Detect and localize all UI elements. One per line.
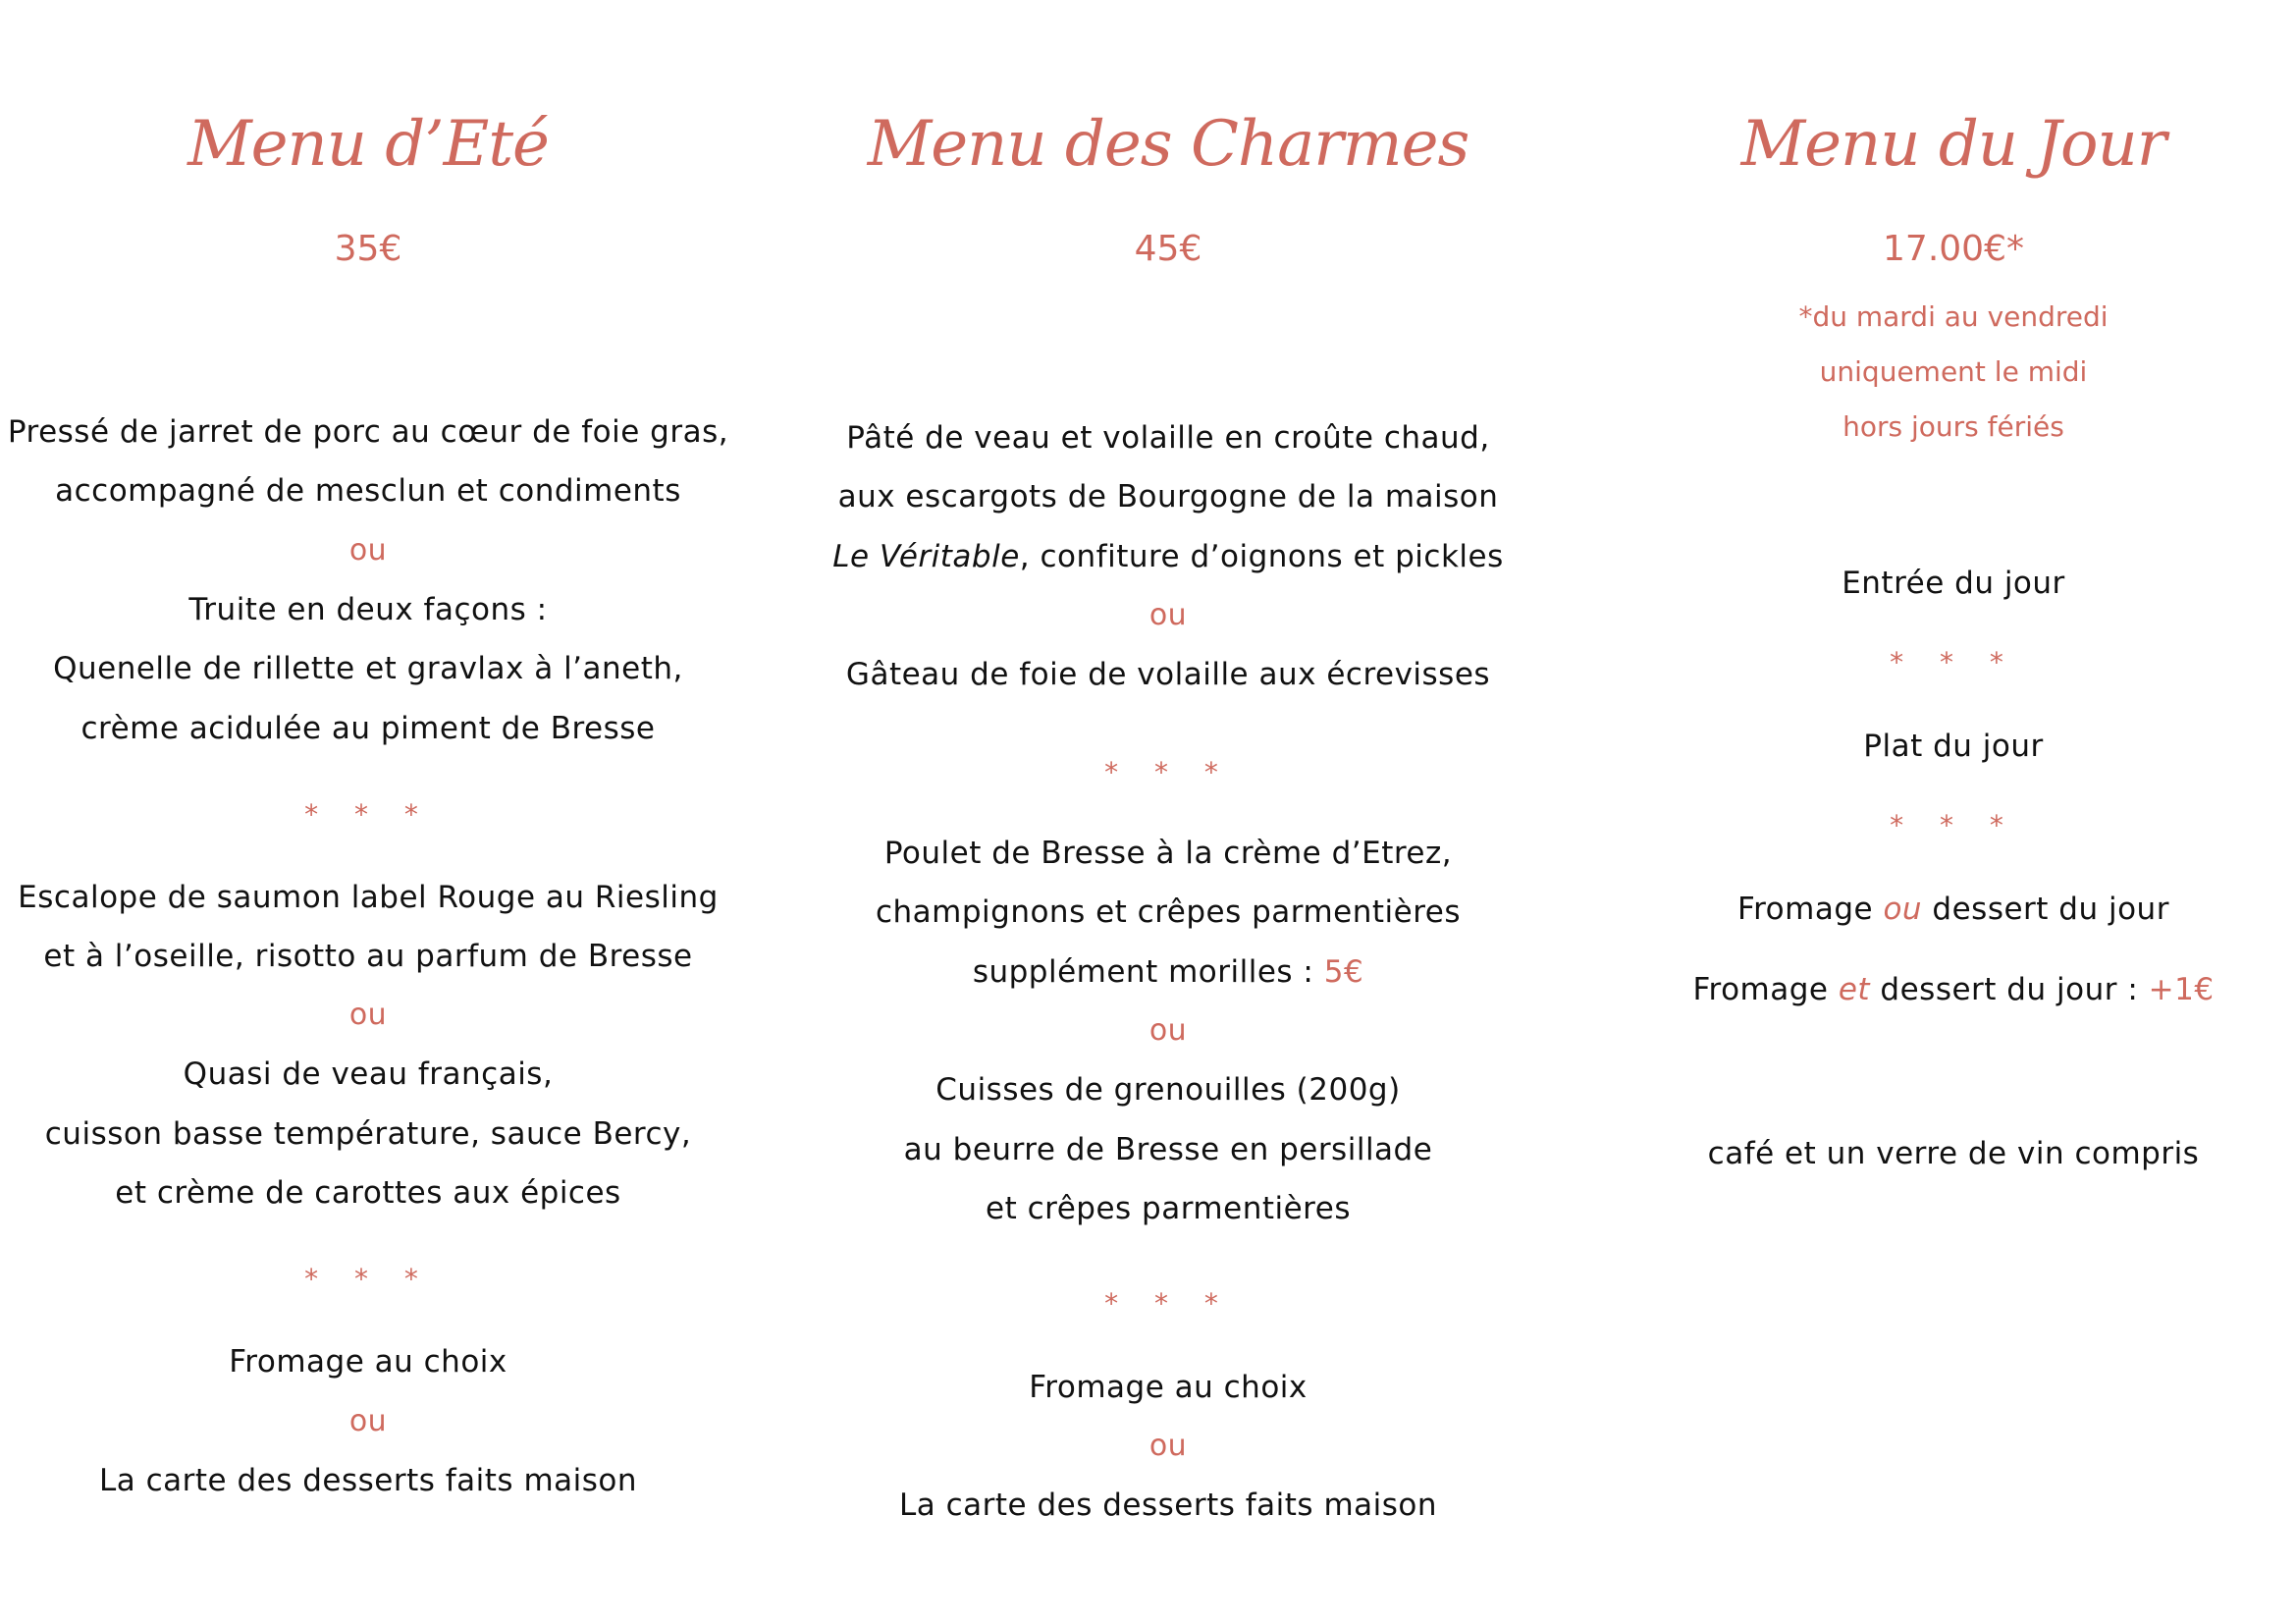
- menu-ete-dessert-2: La carte des desserts faits maison: [98, 1463, 638, 1498]
- menu-charmes-entree-1-line1: Pâté de veau et volaille en croûte chaud,: [846, 420, 1490, 456]
- menu-ete-dessert-1: Fromage au choix: [229, 1344, 507, 1380]
- menu-ete-title: Menu d’Eté: [187, 108, 549, 181]
- menu-charmes-or-2: ou: [1148, 1013, 1188, 1048]
- menu-jour-price: 17.00€*: [1883, 229, 2024, 269]
- menu-ete-plat-1-line1: Escalope de saumon label Rouge au Riesling: [18, 880, 719, 915]
- dessert-b-suffix: dessert du jour :: [1870, 972, 2149, 1007]
- menu-charmes-plat-1-line1: Poulet de Bresse à la crème d’Etrez,: [883, 836, 1453, 871]
- menu-charmes-plat-1-line3: [800, 952, 1536, 992]
- menu-charmes-separator-2: * * *: [1104, 1287, 1232, 1320]
- menu-charmes-dessert-2: La carte des desserts faits maison: [898, 1488, 1438, 1523]
- menu-jour-separator-2: * * *: [1890, 809, 2017, 841]
- menu-jour-note-line2: uniquement le midi: [1819, 355, 2088, 388]
- menu-jour-plat: Plat du jour: [1863, 729, 2044, 764]
- menu-jour-dessert-option-a: [1571, 890, 2296, 929]
- menu-ete-plat-1-line2: et à l’oseille, risotto au parfum de Bresse: [43, 939, 693, 974]
- morilles-supplement-price: 5€: [1323, 954, 1364, 990]
- dessert-a-ou: ou: [1883, 892, 1923, 927]
- menu-ete-or-1: ou: [348, 533, 388, 568]
- menu-jour-note-line1: *du mardi au vendredi: [1798, 300, 2109, 333]
- menu-jour-note-line3: hors jours fériés: [1842, 410, 2064, 443]
- le-veritable-italic: Le Véritable: [832, 539, 1020, 574]
- menu-jour-entree: Entrée du jour: [1842, 566, 2065, 601]
- menu-charmes-price: 45€: [1134, 229, 1202, 269]
- menu-charmes-separator-1: * * *: [1104, 756, 1232, 788]
- dessert-a-prefix: Fromage: [1737, 892, 1884, 927]
- dessert-b-et: et: [1838, 972, 1871, 1007]
- menu-charmes-entree-1-line3-rest: , confiture d’oignons et pickles: [1019, 539, 1504, 574]
- menu-ete-plat-2-line3: et crème de carottes aux épices: [115, 1175, 621, 1211]
- menu-charmes-plat-1-line3-text: supplément morilles :: [972, 954, 1324, 990]
- menu-ete-entree-2-line2: Quenelle de rillette et gravlax à l’aneth,: [53, 651, 683, 686]
- menu-ete-entree-1-line2: accompagné de mesclun et condiments: [55, 473, 681, 509]
- menu-ete-plat-2-line2: cuisson basse température, sauce Bercy,: [44, 1116, 692, 1152]
- menu-ete-entree-2-line3: crème acidulée au piment de Bresse: [80, 711, 656, 746]
- dessert-a-suffix: dessert du jour: [1922, 892, 2169, 927]
- menu-ete-plat-2-line1: Quasi de veau français,: [183, 1056, 554, 1092]
- dessert-b-supplement: +1€: [2148, 972, 2215, 1007]
- menu-ete-price: 35€: [334, 229, 402, 269]
- menu-charmes-or-3: ou: [1148, 1429, 1188, 1463]
- menu-charmes-plat-2-line3: et crêpes parmentières: [986, 1191, 1351, 1226]
- menu-jour-included: café et un verre de vin compris: [1707, 1136, 2200, 1171]
- menu-jour-title: Menu du Jour: [1740, 108, 2166, 181]
- menu-jour-separator-1: * * *: [1890, 646, 2017, 678]
- menu-ete-or-3: ou: [348, 1404, 388, 1438]
- menu-ete-entree-2-line1: Truite en deux façons :: [188, 592, 548, 627]
- menu-charmes-dessert-1: Fromage au choix: [1029, 1370, 1308, 1405]
- menu-jour-dessert-option-b: [1571, 970, 2296, 1009]
- menu-ete-entree-1-line1: Pressé de jarret de porc au cœur de foie gras,: [7, 414, 729, 450]
- menu-charmes-or-1: ou: [1148, 598, 1188, 632]
- menu-charmes-entree-1-line3: [800, 537, 1536, 576]
- menu-ete-separator-2: * * *: [304, 1263, 432, 1295]
- menu-ete-or-2: ou: [348, 998, 388, 1032]
- dessert-b-prefix: Fromage: [1692, 972, 1839, 1007]
- menu-charmes-entree-2: Gâteau de foie de volaille aux écrevisses: [845, 657, 1491, 692]
- menu-charmes-plat-2-line2: au beurre de Bresse en persillade: [903, 1132, 1433, 1167]
- menu-charmes-plat-2-line1: Cuisses de grenouilles (200g): [935, 1072, 1401, 1108]
- menu-ete-separator-1: * * *: [304, 798, 432, 831]
- menu-charmes-entree-1-line2: aux escargots de Bourgogne de la maison: [837, 479, 1499, 514]
- menu-charmes-plat-1-line2: champignons et crêpes parmentières: [875, 894, 1462, 930]
- menu-charmes-title: Menu des Charmes: [867, 108, 1469, 181]
